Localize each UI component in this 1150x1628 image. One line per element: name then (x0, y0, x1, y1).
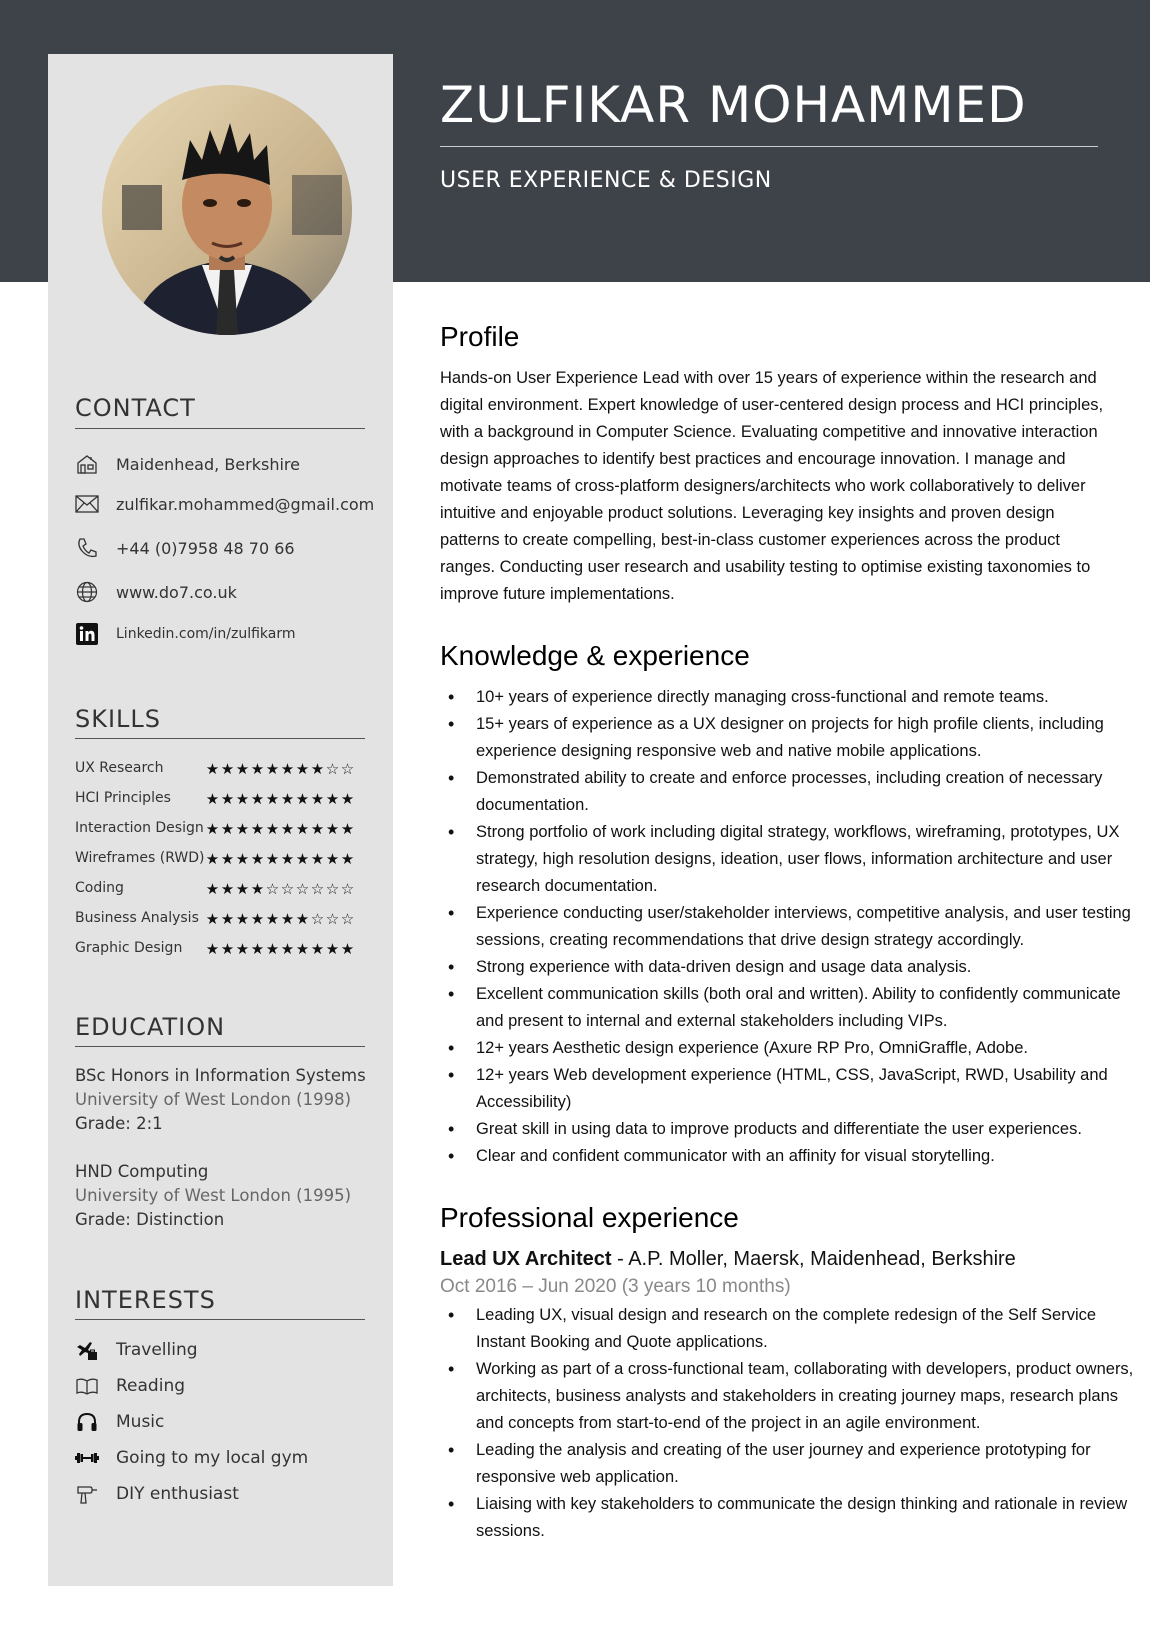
star-filled-icon: ★ (325, 940, 340, 958)
skill-label: Graphic Design (75, 940, 183, 956)
contact-website[interactable] (75, 578, 237, 606)
education-entry (75, 1160, 351, 1232)
star-empty-icon: ☆ (310, 910, 325, 928)
star-filled-icon: ★ (280, 850, 295, 868)
star-filled-icon: ★ (235, 940, 250, 958)
contact-website-text[interactable]: www.do7.co.uk (116, 582, 237, 602)
list-item: • Great skill in using data to improve products and differentiate the user experiences. (476, 1116, 1146, 1143)
star-filled-icon: ★ (220, 820, 235, 838)
education-institution: University of West London (1995) (75, 1186, 352, 1205)
star-filled-icon: ★ (325, 820, 340, 838)
star-filled-icon: ★ (340, 940, 355, 958)
interest-item (75, 1444, 309, 1472)
star-filled-icon: ★ (310, 820, 325, 838)
star-filled-icon: ★ (340, 850, 355, 868)
list-item: • Liaising with key stakeholders to communicate the design thinking and rationale in review sessions. (476, 1491, 1146, 1545)
knowledge-list (440, 684, 1146, 1170)
list-item: • Strong portfolio of work including digital strategy, workflows, wireframing, prototypes, UX strategy, high resolution designs, ideation, user flows, information architecture and user research documentation. (476, 819, 1146, 900)
job-title-line (440, 1248, 1016, 1271)
skill-stars (205, 818, 355, 840)
globe-icon (75, 580, 99, 604)
house-icon (75, 452, 99, 476)
contact-email[interactable] (75, 490, 375, 518)
contact-linkedin-text[interactable]: Linkedin.com/in/zulfikarm (116, 626, 296, 642)
contact-email-text[interactable]: zulfikar.mohammed@gmail.com (116, 494, 375, 514)
star-filled-icon: ★ (205, 850, 220, 868)
skills-heading: SKILLS (75, 705, 162, 733)
list-item: • 10+ years of experience directly managing cross-functional and remote teams. (476, 684, 1146, 711)
star-filled-icon: ★ (310, 940, 325, 958)
skill-row (75, 878, 375, 900)
skill-row (75, 908, 375, 930)
star-filled-icon: ★ (250, 880, 265, 898)
job-role: Lead UX Architect (440, 1248, 612, 1270)
star-filled-icon: ★ (250, 910, 265, 928)
profile-photo (102, 85, 352, 335)
skill-row (75, 938, 375, 960)
star-filled-icon: ★ (220, 790, 235, 808)
star-filled-icon: ★ (235, 790, 250, 808)
interest-item (75, 1408, 165, 1436)
skill-stars (205, 908, 355, 930)
education-divider (75, 1046, 365, 1047)
star-filled-icon: ★ (220, 850, 235, 868)
star-filled-icon: ★ (235, 910, 250, 928)
dumbbell-icon (75, 1446, 99, 1470)
star-filled-icon: ★ (205, 940, 220, 958)
star-filled-icon: ★ (295, 910, 310, 928)
star-filled-icon: ★ (310, 760, 325, 778)
contact-address (75, 450, 300, 478)
star-filled-icon: ★ (295, 760, 310, 778)
header-divider (440, 146, 1098, 147)
skill-label: Coding (75, 880, 124, 896)
contact-heading: CONTACT (75, 394, 196, 422)
open-book-icon (75, 1374, 99, 1398)
star-filled-icon: ★ (265, 850, 280, 868)
contact-phone (75, 534, 295, 562)
interest-label: Reading (116, 1376, 186, 1396)
education-degree: HND Computing (75, 1162, 209, 1181)
star-filled-icon: ★ (220, 910, 235, 928)
star-filled-icon: ★ (220, 880, 235, 898)
list-item: • Demonstrated ability to create and enforce processes, including creation of necessary documentation. (476, 765, 1146, 819)
interest-label: Going to my local gym (116, 1448, 309, 1468)
star-filled-icon: ★ (280, 790, 295, 808)
star-filled-icon: ★ (340, 790, 355, 808)
star-filled-icon: ★ (295, 790, 310, 808)
skill-label: UX Research (75, 760, 164, 776)
headphones-icon (75, 1410, 99, 1434)
star-filled-icon: ★ (235, 880, 250, 898)
skill-label: HCI Principles (75, 790, 171, 806)
star-filled-icon: ★ (250, 850, 265, 868)
skill-label: Business Analysis (75, 910, 199, 926)
education-degree: BSc Honors in Information Systems (75, 1066, 366, 1085)
interest-label: Music (116, 1412, 165, 1432)
education-entry (75, 1064, 366, 1136)
star-filled-icon: ★ (205, 910, 220, 928)
star-filled-icon: ★ (280, 910, 295, 928)
star-filled-icon: ★ (205, 820, 220, 838)
phone-icon (75, 536, 99, 560)
star-filled-icon: ★ (295, 820, 310, 838)
star-empty-icon: ☆ (265, 880, 280, 898)
star-empty-icon: ☆ (325, 880, 340, 898)
job-company: - A.P. Moller, Maersk, Maidenhead, Berkshire (611, 1248, 1016, 1270)
professional-heading: Professional experience (440, 1202, 739, 1233)
star-filled-icon: ★ (310, 790, 325, 808)
skill-stars (205, 758, 355, 780)
star-filled-icon: ★ (340, 820, 355, 838)
star-filled-icon: ★ (295, 940, 310, 958)
job-dates: Oct 2016 – Jun 2020 (3 years 10 months) (440, 1276, 791, 1297)
skill-stars (205, 878, 355, 900)
star-filled-icon: ★ (265, 790, 280, 808)
list-item: • 12+ years Web development experience (HTML, CSS, JavaScript, RWD, Usability and Accessibility) (476, 1062, 1146, 1116)
star-empty-icon: ☆ (340, 760, 355, 778)
profile-text: Hands-on User Experience Lead with over 15 years of experience within the research and digital environment. Expert knowledge of user-centered design process and HCI principles, with a background in Computer Science. Evaluating competitive and innovative interaction design approaches to identify best practices and encourage innovation. I manage and motivate teams of cross-platform designers/architects who work collaboratively to deliver intuitive and enjoyable product solutions. Leveraging key insights and proven design patterns to create compelling, best-in-class customer experiences across the product ranges. Conducting user research and usability testing to optimise existing taxonomies to improve future implementations. (440, 369, 1104, 603)
education-institution: University of West London (1998) (75, 1090, 352, 1109)
list-item: • Leading UX, visual design and research on the complete redesign of the Self Service Instant Booking and Quote applications. (476, 1302, 1146, 1356)
education-heading: EDUCATION (75, 1013, 226, 1041)
star-filled-icon: ★ (235, 820, 250, 838)
star-filled-icon: ★ (220, 940, 235, 958)
skill-label: Wireframes (RWD) (75, 850, 205, 866)
star-filled-icon: ★ (250, 760, 265, 778)
star-filled-icon: ★ (325, 790, 340, 808)
star-empty-icon: ☆ (340, 880, 355, 898)
skills-divider (75, 738, 365, 739)
star-filled-icon: ★ (250, 790, 265, 808)
star-filled-icon: ★ (265, 910, 280, 928)
list-item: • Clear and confident communicator with an affinity for visual storytelling. (476, 1143, 1146, 1170)
star-filled-icon: ★ (250, 820, 265, 838)
interest-item (75, 1480, 239, 1508)
star-filled-icon: ★ (265, 820, 280, 838)
star-empty-icon: ☆ (340, 910, 355, 928)
resume-name: ZULFIKAR MOHAMMED (440, 76, 1027, 134)
star-filled-icon: ★ (205, 760, 220, 778)
education-grade: Grade: Distinction (75, 1210, 225, 1229)
list-item: • 15+ years of experience as a UX designer on projects for high profile clients, including experience designing responsive web and native mobile applications. (476, 711, 1146, 765)
list-item: • Leading the analysis and creating of the user journey and experience prototyping for responsive web application. (476, 1437, 1146, 1491)
star-empty-icon: ☆ (295, 880, 310, 898)
star-filled-icon: ★ (280, 820, 295, 838)
star-filled-icon: ★ (205, 790, 220, 808)
list-item: • Experience conducting user/stakeholder interviews, competitive analysis, and user testing sessions, creating recommendations that drive design strategy accordingly. (476, 900, 1146, 954)
star-empty-icon: ☆ (325, 910, 340, 928)
knowledge-heading: Knowledge & experience (440, 640, 750, 671)
list-item: • Strong experience with data-driven design and usage data analysis. (476, 954, 1146, 981)
star-filled-icon: ★ (250, 940, 265, 958)
skill-row (75, 848, 375, 870)
star-filled-icon: ★ (295, 850, 310, 868)
contact-linkedin[interactable] (75, 620, 296, 648)
drill-icon (75, 1482, 99, 1506)
star-filled-icon: ★ (280, 940, 295, 958)
skill-row (75, 758, 375, 780)
contact-divider (75, 428, 365, 429)
interests-heading: INTERESTS (75, 1286, 216, 1314)
list-item: • Working as part of a cross-functional team, collaborating with developers, product owners, architects, business analysts and stakeholders in creating journey maps, research plans and concepts from start-to-end of the project in an agile environment. (476, 1356, 1146, 1437)
interest-label: DIY enthusiast (116, 1484, 239, 1504)
education-grade: Grade: 2:1 (75, 1114, 163, 1133)
star-filled-icon: ★ (265, 760, 280, 778)
skill-row (75, 788, 375, 810)
job-responsibilities (440, 1302, 1146, 1545)
star-filled-icon: ★ (280, 760, 295, 778)
star-filled-icon: ★ (235, 850, 250, 868)
skill-stars (205, 788, 355, 810)
linkedin-icon (75, 622, 99, 646)
skill-row (75, 818, 375, 840)
star-filled-icon: ★ (310, 850, 325, 868)
star-empty-icon: ☆ (325, 760, 340, 778)
skill-stars (205, 848, 355, 870)
star-filled-icon: ★ (205, 880, 220, 898)
list-item: • 12+ years Aesthetic design experience (Axure RP Pro, OmniGraffle, Adobe. (476, 1035, 1146, 1062)
contact-phone-text: +44 (0)7958 48 70 66 (116, 538, 295, 558)
star-filled-icon: ★ (220, 760, 235, 778)
interest-label: Travelling (116, 1340, 198, 1360)
star-filled-icon: ★ (265, 940, 280, 958)
skill-label: Interaction Design (75, 820, 204, 836)
airplane-luggage-icon (75, 1338, 99, 1362)
star-empty-icon: ☆ (280, 880, 295, 898)
skill-stars (205, 938, 355, 960)
star-filled-icon: ★ (325, 850, 340, 868)
star-filled-icon: ★ (235, 760, 250, 778)
interest-item (75, 1372, 186, 1400)
star-empty-icon: ☆ (310, 880, 325, 898)
contact-address-text: Maidenhead, Berkshire (116, 454, 300, 474)
envelope-icon (75, 492, 99, 516)
profile-heading: Profile (440, 321, 520, 352)
resume-title: USER EXPERIENCE & DESIGN (440, 168, 772, 193)
list-item: • Excellent communication skills (both oral and written). Ability to confidently communicate and present to internal and external stakeholders including VIPs. (476, 981, 1146, 1035)
interest-item (75, 1336, 198, 1364)
interests-divider (75, 1319, 365, 1320)
